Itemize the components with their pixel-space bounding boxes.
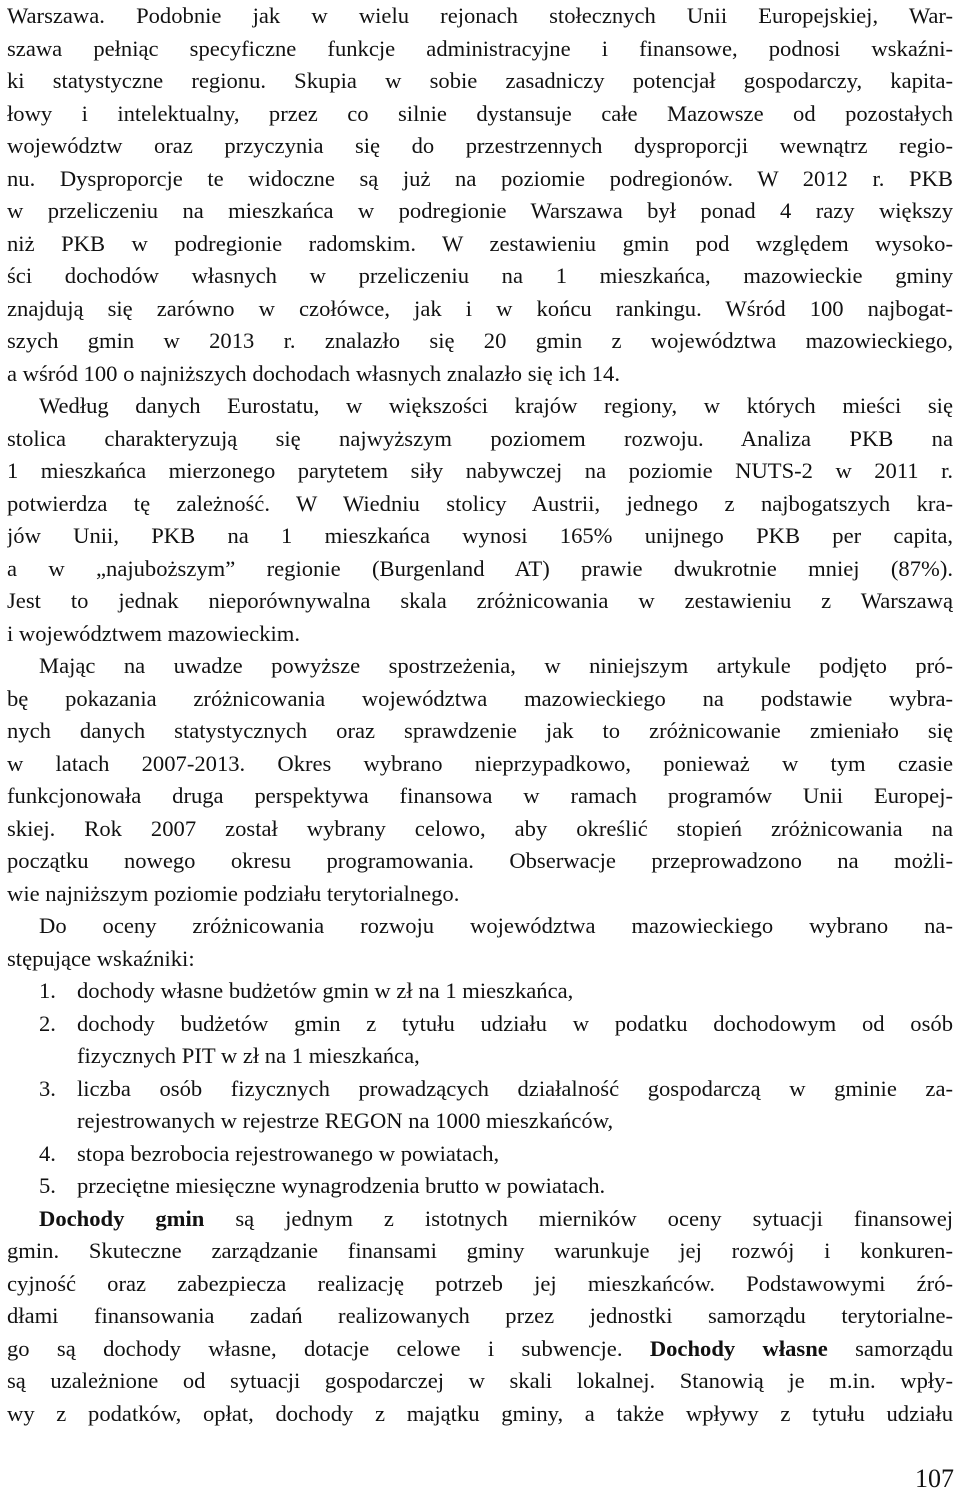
list-item-text: przeciętne miesięczne wynagrodzenia brutto w powiatach. (77, 1173, 606, 1198)
text-line: i województwem mazowieckim. (7, 620, 301, 646)
text-line: a wśród 100 o najniższych dochodach własnych znalazło się ich 14. (7, 360, 620, 386)
text-line: Jest to jednak nieporównywalna skala zróżnicowania w zestawieniu z Warszawą (7, 588, 953, 613)
list-item-number: 1. (39, 978, 56, 1003)
text-line (7, 1203, 953, 1236)
list-item (7, 1008, 953, 1041)
list-item (7, 1138, 953, 1171)
text-line: cyjność oraz zabezpiecza realizację potrzeb jej mieszkańców. Podstawowymi źró- (7, 1270, 953, 1296)
list-item (7, 1073, 953, 1106)
paragraph-4 (7, 910, 953, 975)
indicator-list (7, 975, 953, 1203)
text-line: wy z podatków, opłat, dochody z majątku gminy, a także wpływy z tytułu udziału (7, 1400, 953, 1426)
text-line: nu. Dysproporcje te widoczne są już na poziomie podregionów. W 2012 r. PKB (7, 165, 953, 191)
text-line: stolica charakteryzują się najwyższym poziomem rozwoju. Analiza PKB na (7, 425, 953, 451)
list-item-number: 4. (39, 1140, 56, 1166)
list-item (7, 1170, 953, 1203)
text-line: stępujące wskaźniki: (7, 945, 195, 971)
list-item-number: 5. (39, 1173, 56, 1198)
list-item-text: liczba osób fizycznych prowadzących działalność gospodarczą w gminie za- (77, 1075, 953, 1101)
text-line: funkcjonowała druga perspektywa finansowa w ramach programów Unii Europej- (7, 783, 953, 808)
text-line: w latach 2007-2013. Okres wybrano nieprzypadkowo, ponieważ w tym czasie (7, 750, 953, 776)
text-line: są uzależnione od sytuacji gospodarczej w skali lokalnej. Stanowią je m.in. wpły- (7, 1368, 953, 1393)
list-item-text: stopa bezrobocia rejestrowanego w powiatach, (77, 1140, 500, 1166)
text-line: szawa pełniąc specyficzne funkcje administracyjne i finansowe, podnosi wskaźni- (7, 35, 953, 61)
text-line: jów Unii, PKB na 1 mieszkańca wynosi 165% unijnego PKB per capita, (7, 523, 953, 548)
text-line: województw oraz przyczynia się do przestrzennych dysproporcji wewnątrz regio- (7, 133, 953, 158)
page-number: 107 (915, 1464, 954, 1493)
text-line: potwierdza tę zależność. W Wiedniu stolicy Austrii, jednego z najbogatszych kra- (7, 490, 953, 516)
text-line: gmin. Skuteczne zarządzanie finansami gminy warunkuje jej rozwój i konkuren- (7, 1238, 953, 1263)
text-line: łowy i intelektualny, przez co silnie dystansuje całe Mazowsze od pozostałych (7, 100, 953, 126)
text-line: Mając na uwadze powyższe spostrzeżenia, w niniejszym artykule podjęto pró- (39, 653, 953, 678)
list-item-text: dochody budżetów gmin z tytułu udziału w podatku dochodowym od osób (77, 1010, 953, 1036)
bold-term: Dochody własne (649, 1335, 828, 1361)
list-item-text: dochody własne budżetów gmin w zł na 1 mieszkańca, (77, 978, 574, 1003)
list-item-number: 2. (39, 1010, 56, 1036)
text-line: wie najniższym poziomie podziału terytorialnego. (7, 880, 460, 906)
bold-term: Dochody gmin (39, 1205, 205, 1231)
text-span: są jednym z istotnych mierników oceny sytuacji finansowej (204, 1205, 953, 1231)
text-line: ści dochodów własnych w przeliczeniu na 1 mieszkańca, mazowieckie gminy (7, 263, 953, 288)
text-line: szych gmin w 2013 r. znalazło się 20 gmin z województwa mazowieckiego, (7, 328, 953, 353)
text-line: skiej. Rok 2007 został wybrany celowo, aby określić stopień zróżnicowania na (7, 815, 953, 841)
text-line: początku nowego okresu programowania. Obserwacje przeprowadzono na możli- (7, 848, 953, 873)
paragraph-2 (7, 390, 953, 650)
text-line: Do oceny zróżnicowania rozwoju województwa mazowieckiego wybrano na- (39, 913, 953, 938)
list-item-continuation: rejestrowanych w rejestrze REGON na 1000 mieszkańców, (77, 1108, 614, 1133)
document-page (7, 0, 953, 1430)
text-line: ki statystyczne regionu. Skupia w sobie zasadniczy potencjał gospodarczy, kapita- (7, 68, 953, 93)
text-span: go są dochody własne, dotacje celowe i subwencje. (7, 1335, 650, 1361)
text-line: Warszawa. Podobnie jak w wielu rejonach stołecznych Unii Europejskiej, War- (7, 3, 953, 28)
text-line: niż PKB w podregionie radomskim. W zestawieniu gmin pod względem wysoko- (7, 230, 953, 256)
text-line: znajdują się zarówno w czołówce, jak i w końcu rankingu. Wśród 100 najbogat- (7, 295, 953, 321)
list-item (7, 975, 953, 1008)
list-item-number: 3. (39, 1075, 56, 1101)
text-line: 1 mieszkańca mierzonego parytetem siły nabywczej na poziomie NUTS-2 w 2011 r. (7, 458, 953, 483)
text-line: Według danych Eurostatu, w większości krajów regiony, w których mieści się (39, 393, 953, 418)
text-line: w przeliczeniu na mieszkańca w podregionie Warszawa był ponad 4 razy większy (7, 198, 953, 223)
text-line (7, 1333, 953, 1366)
paragraph-3 (7, 650, 953, 910)
text-line: nych danych statystycznych oraz sprawdzenie jak to zróżnicowanie zmieniało się (7, 718, 953, 743)
paragraph-5 (7, 1203, 953, 1431)
text-span: samorządu (827, 1335, 953, 1361)
text-line: dłami finansowania zadań realizowanych przez jednostki samorządu terytorialne- (7, 1303, 953, 1328)
text-line: bę pokazania zróżnicowania województwa mazowieckiego na podstawie wybra- (7, 685, 953, 711)
paragraph-1 (7, 0, 953, 390)
text-line: a w „najuboższym” regionie (Burgenland AT) prawie dwukrotnie mniej (87%). (7, 555, 953, 581)
list-item-continuation: fizycznych PIT w zł na 1 mieszkańca, (77, 1043, 420, 1068)
